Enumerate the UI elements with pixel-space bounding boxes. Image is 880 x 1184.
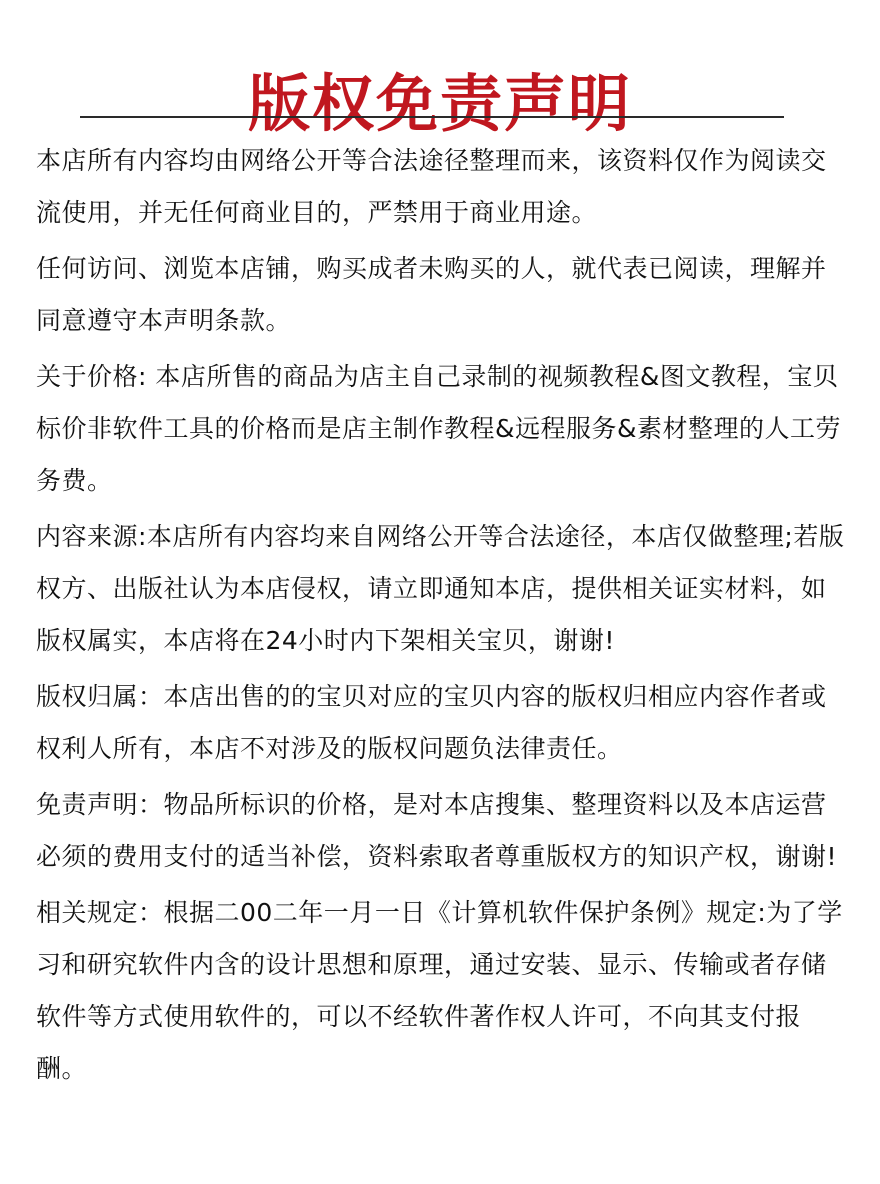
title-divider — [80, 116, 784, 118]
paragraph-usage: 本店所有内容均由网络公开等合法途径整理而来，该资料仅作为阅读交流使用，并无任何商业目的，严禁用于商业用途。 — [36, 146, 827, 227]
paragraph-source: 内容来源:本店所有内容均来自网络公开等合法途径，本店仅做整理;若版权方、出版社认为本店侵权，请立即通知本店，提供相关证实材料，如版权属实，本店将在24小时内下架相关宝贝，谢谢! — [36, 522, 845, 655]
page-title: 版权免责声明 — [247, 66, 632, 140]
paragraph-agreement: 任何访问、浏览本店铺，购买成者未购买的人，就代表已阅读，理解并同意遵守本声明条款。 — [36, 254, 827, 335]
paragraph-regulations: 相关规定：根据二00二年一月一日《计算机软件保护条例》规定:为了学习和研究软件内含的设计思想和原理，通过安装、显示、传输或者存储软件等方式使用软件的，可以不经软件著作权人许可，不向其支付报酬。 — [36, 898, 843, 1083]
paragraph-price: 关于价格: 本店所售的商品为店主自己录制的视频教程&图文教程，宝贝标价非软件工具的价格而是店主制作教程&远程服务&素材整理的人工劳务费。 — [36, 362, 841, 495]
paragraph-disclaimer: 免责声明：物品所标识的价格，是对本店搜集、整理资料以及本店运营必须的费用支付的适当补偿，资料索取者尊重版权方的知识产权，谢谢! — [36, 790, 838, 871]
disclaimer-body — [36, 135, 848, 1099]
paragraph-ownership: 版权归属：本店出售的的宝贝对应的宝贝内容的版权归相应内容作者或权利人所有，本店不对涉及的版权问题负法律责任。 — [36, 682, 827, 763]
